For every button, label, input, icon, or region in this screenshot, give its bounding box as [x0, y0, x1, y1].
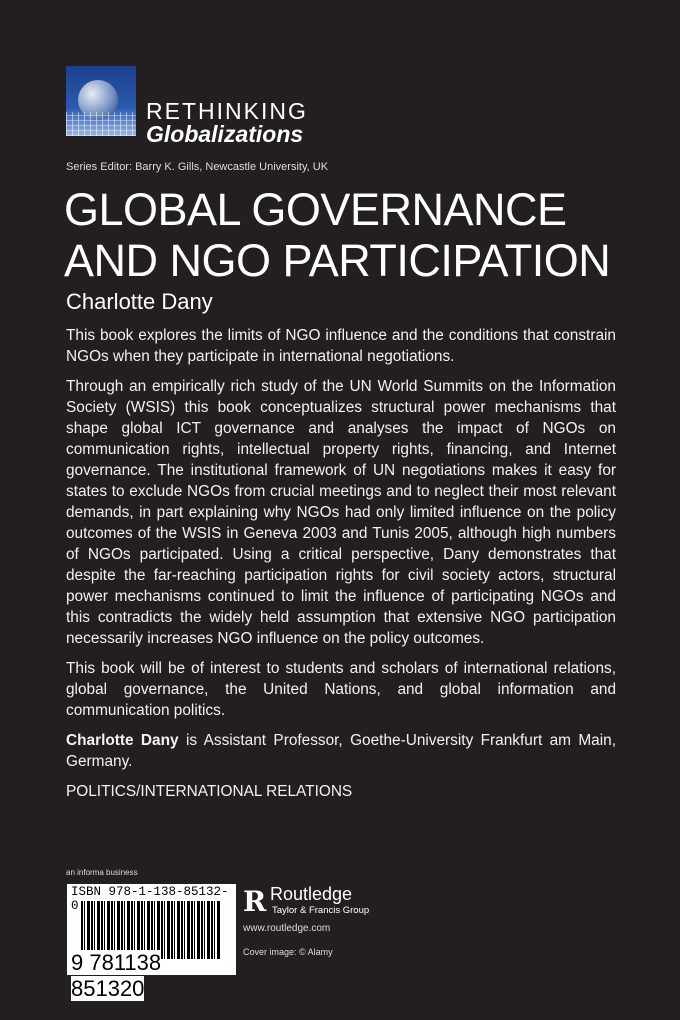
bio-name: Charlotte Dany: [66, 732, 179, 749]
series-editor: Series Editor: Barry K. Gills, Newcastle University, UK: [66, 161, 329, 173]
cover-credit: Cover image: © Alamy: [243, 947, 333, 957]
blurb-paragraph: This book explores the limits of NGO influence and the conditions that constrain NGOs when they participate in international negotiations.: [66, 327, 616, 365]
series-logo-globe-icon: [66, 66, 136, 136]
author-bio: [66, 730, 616, 772]
informa-label: an informa business: [66, 868, 138, 877]
ean-number: 9 781138 851320: [71, 950, 162, 1001]
publisher-url: www.routledge.com: [243, 923, 331, 934]
blurb-paragraph: Through an empirically rich study of the UN World Summits on the Information Society (WSIS) this book conceptualizes structural power mechanisms that shape global ICT governance and analyses the impact of NGOs on communication rights, intellectual property rights, financing, and Internet governance. The institutional framework of UN negotiations makes it easy for states to exclude NGOs from crucial meetings and to neglect their most relevant demands, in part explaining why NGOs had only limited influence on the policy outcomes of the WSIS in Geneva 2003 and Tunis 2005, although high numbers of NGOs participated. Using a critical perspective, Dany demonstrates that despite the far-reaching participation rights for civil society actors, structural power mechanisms continued to limit the influence of participating NGOs and this contradicts the widely held assumption that extensive NGO participation necessarily increases NGO influence on the policy outcomes.: [66, 378, 616, 647]
blurb-paragraph: This book will be of interest to students and scholars of international relations, global governance, the United Nations, and global information and communication politics.: [66, 660, 616, 719]
ean-wrap: [71, 950, 236, 1002]
subject-category: POLITICS/INTERNATIONAL RELATIONS: [66, 783, 353, 800]
author: Charlotte Dany: [66, 289, 213, 314]
title-line-2: AND NGO PARTICIPATION: [64, 235, 611, 286]
bio-text: is Assistant Professor, Goethe-University Frankfurt am Main, Germany.: [66, 732, 616, 770]
blurb: [66, 325, 616, 811]
isbn-text: ISBN 978-1-138-85132-0: [71, 885, 229, 913]
title-line-1: GLOBAL GOVERNANCE: [64, 184, 567, 235]
series-name-italic: Globalizations: [146, 121, 304, 147]
routledge-logo-icon: R: [243, 885, 267, 918]
series-name: RETHINKING: [146, 98, 308, 124]
publisher-name: Routledge: [270, 884, 353, 904]
isbn-barcode: [67, 884, 236, 1001]
book-title: [64, 184, 610, 286]
publisher-group: Taylor & Francis Group: [272, 905, 370, 916]
